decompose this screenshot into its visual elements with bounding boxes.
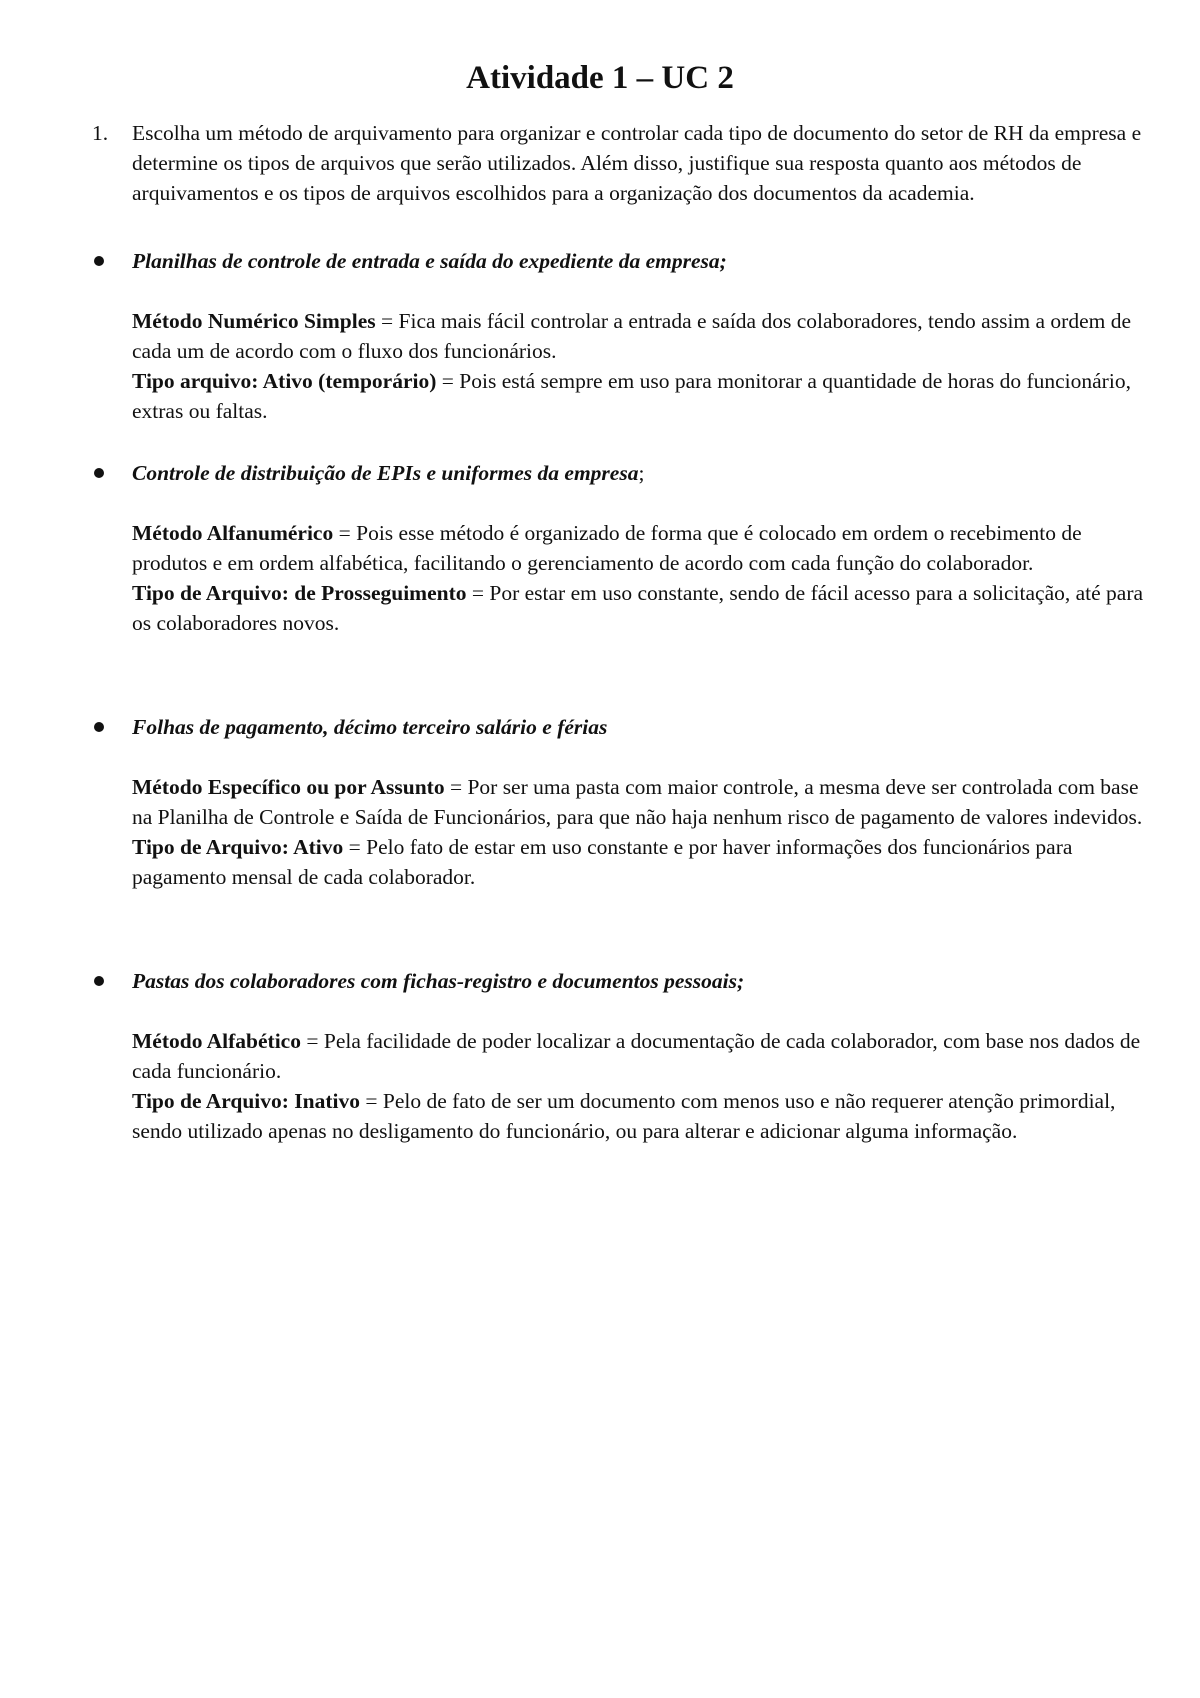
section-heading-text: Planilhas de controle de entrada e saída do expediente da empresa;: [132, 249, 727, 273]
bullet-row: [92, 966, 1152, 996]
method-label: Método Específico ou por Assunto: [132, 775, 445, 799]
type-text: = Por estar em uso constante, sendo de fácil acesso para a solicitação, até para os colaboradores novos.: [132, 581, 1144, 635]
type-paragraph: [132, 1086, 1152, 1146]
section-heading: [132, 458, 644, 488]
bullet-icon: [94, 468, 104, 478]
section-heading: [132, 712, 607, 742]
bullet-row: [92, 246, 1152, 276]
type-text: = Pelo fato de estar em uso constante e por haver informações dos funcionários para pagamento mensal de cada colaborador.: [132, 835, 1073, 889]
section-heading-text: Pastas dos colaboradores com fichas-registro e documentos pessoais;: [132, 969, 745, 993]
method-paragraph: [132, 772, 1152, 832]
bullet-row: [92, 712, 1152, 742]
section-heading-trail: ;: [638, 461, 645, 485]
type-label: Tipo arquivo: Ativo (temporário): [132, 369, 437, 393]
question-text: Escolha um método de arquivamento para organizar e controlar cada tipo de documento do setor de RH da empresa e determine os tipos de arquivos que serão utilizados. Além disso, justifique sua resposta quanto aos métodos de arquivamentos e os tipos de arquivos escolhidos para a organização dos documentos da academia.: [132, 121, 1142, 205]
method-text: = Pela facilidade de poder localizar a documentação de cada colaborador, com base nos dados de cada funcionário.: [132, 1029, 1141, 1083]
page-title: Atividade 1 – UC 2: [466, 60, 734, 96]
method-paragraph: [132, 1026, 1152, 1086]
type-label: Tipo de Arquivo: Ativo: [132, 835, 344, 859]
section-pastas-colaboradores: [92, 966, 1152, 1146]
question-item: [92, 118, 1152, 208]
bullet-icon: [94, 722, 104, 732]
section-heading: [132, 966, 744, 996]
section-heading: [132, 246, 727, 276]
method-text: = Pois esse método é organizado de forma que é colocado em ordem o recebimento de produtos e em ordem alfabética, facilitando o gerenciamento de acordo com cada função do colaborador.: [132, 521, 1082, 575]
section-heading-text: Folhas de pagamento, décimo terceiro salário e férias: [132, 715, 608, 739]
method-paragraph: [132, 518, 1152, 578]
question-number: 1.: [92, 121, 109, 145]
type-text: = Pelo de fato de ser um documento com menos uso e não requerer atenção primordial, sendo utilizado apenas no desligamento do funcionário, ou para alterar e adicionar alguma informação.: [132, 1089, 1116, 1143]
method-text: = Por ser uma pasta com maior controle, a mesma deve ser controlada com base na Planilha de Controle e Saída de Funcionários, para que não haja nenhum risco de pagamento de valores indevidos.: [132, 775, 1143, 829]
method-label: Método Numérico Simples: [132, 309, 376, 333]
section-planilhas: [92, 246, 1152, 426]
method-label: Método Alfanumérico: [132, 521, 334, 545]
type-label: Tipo de Arquivo: Inativo: [132, 1089, 361, 1113]
type-paragraph: [132, 366, 1152, 426]
bullet-icon: [94, 976, 104, 986]
method-label: Método Alfabético: [132, 1029, 301, 1053]
section-folhas-pagamento: [92, 712, 1152, 892]
bullet-row: [92, 458, 1152, 488]
type-paragraph: [132, 578, 1152, 638]
type-text: = Pois está sempre em uso para monitorar a quantidade de horas do funcionário, extras ou faltas.: [132, 369, 1131, 423]
type-paragraph: [132, 832, 1152, 892]
method-paragraph: [132, 306, 1152, 366]
section-epis: [92, 458, 1152, 638]
type-label: Tipo de Arquivo: de Prosseguimento: [132, 581, 467, 605]
method-text: = Fica mais fácil controlar a entrada e saída dos colaboradores, tendo assim a ordem de cada um de acordo com o fluxo dos funcionários.: [132, 309, 1132, 363]
bullet-icon: [94, 256, 104, 266]
section-heading-text: Controle de distribuição de EPIs e uniformes da empresa: [132, 461, 639, 485]
